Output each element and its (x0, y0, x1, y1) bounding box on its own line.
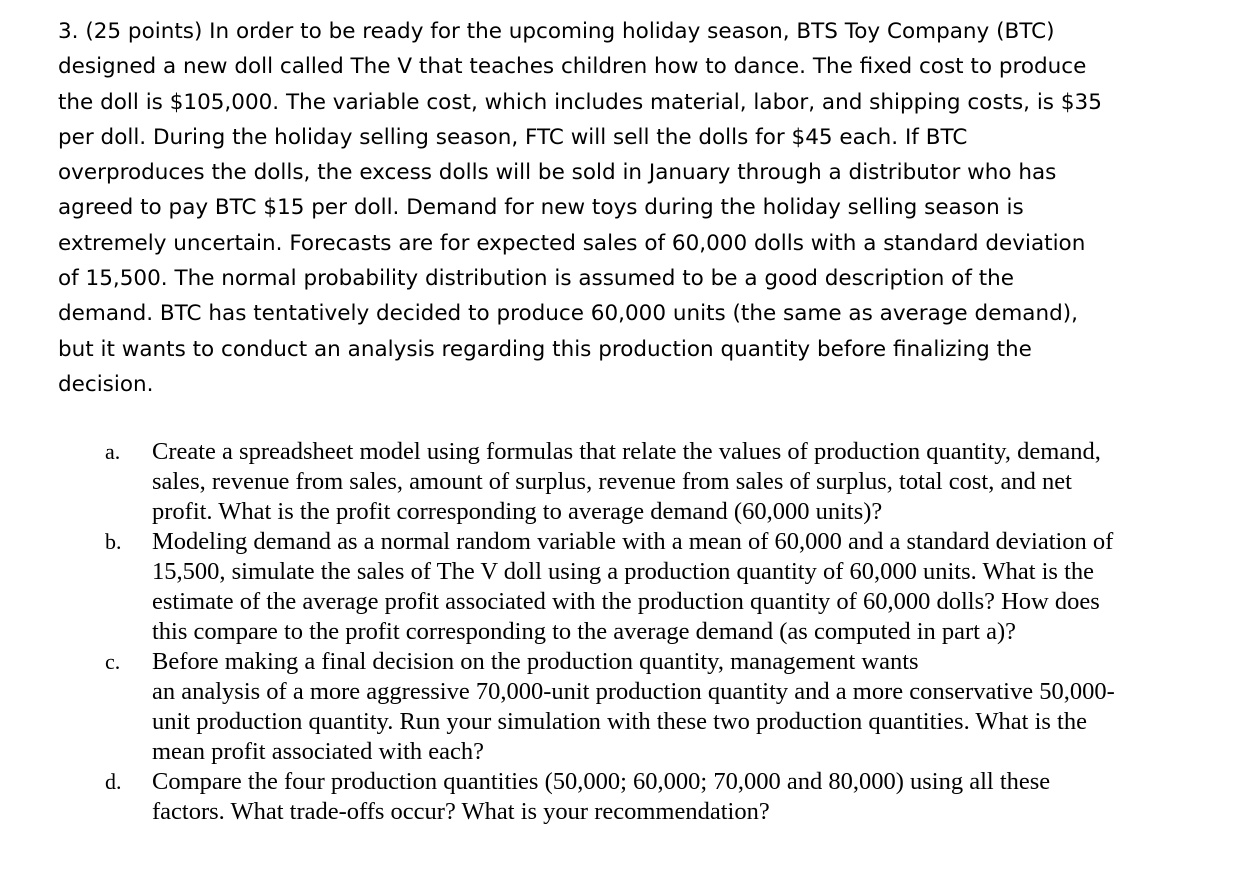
question-part-c (105, 647, 1225, 767)
part-line: an analysis of a more aggressive 70,000-unit production quantity and a more conservative 50,000- (152, 678, 1115, 705)
intro-line: designed a new doll called The V that teaches children how to dance. The fixed cost to produce (58, 54, 1087, 80)
part-line: Compare the four production quantities (50,000; 60,000; 70,000 and 80,000) using all these (152, 768, 1051, 795)
part-line: 15,500, simulate the sales of The V doll using a production quantity of 60,000 units. What is the (152, 558, 1095, 585)
part-marker: d. (105, 769, 122, 794)
question-part-a (105, 437, 1225, 527)
part-line: this compare to the profit corresponding to the average demand (as computed in part a)? (152, 618, 1016, 645)
intro-line: but it wants to conduct an analysis regarding this production quantity before finalizing the (58, 336, 1032, 362)
question-parts-list (105, 437, 1225, 827)
intro-line: decision. (58, 371, 154, 397)
part-line: mean profit associated with each? (152, 738, 484, 765)
intro-line: agreed to pay BTC $15 per doll. Demand for new toys during the holiday selling season is (58, 195, 1024, 221)
part-line: estimate of the average profit associated with the production quantity of 60,000 dolls? How does (152, 588, 1100, 615)
intro-line: demand. BTC has tentatively decided to produce 60,000 units (the same as average demand), (58, 301, 1078, 327)
intro-line: 3. (25 points) In order to be ready for the upcoming holiday season, BTS Toy Company (BTC) (58, 19, 1055, 44)
part-line: Modeling demand as a normal random variable with a mean of 60,000 and a standard deviation of (152, 528, 1114, 555)
question-intro (58, 14, 1208, 402)
question-part-d (105, 767, 1225, 827)
part-line: Create a spreadsheet model using formulas that relate the values of production quantity, demand, (152, 438, 1101, 465)
part-line: unit production quantity. Run your simulation with these two production quantities. What is the (152, 708, 1087, 735)
part-marker: a. (105, 439, 121, 464)
part-line: factors. What trade-offs occur? What is your recommendation? (152, 798, 770, 825)
intro-line: overproduces the dolls, the excess dolls will be sold in January through a distributor who has (58, 160, 1057, 186)
question-part-b (105, 527, 1225, 647)
part-marker: c. (105, 649, 121, 674)
intro-line: the doll is $105,000. The variable cost, which includes material, labor, and shipping costs, is $35 (58, 89, 1102, 115)
intro-line: of 15,500. The normal probability distribution is assumed to be a good description of the (58, 266, 1015, 292)
intro-line: extremely uncertain. Forecasts are for expected sales of 60,000 dolls with a standard deviation (58, 230, 1086, 256)
part-marker: b. (105, 529, 122, 554)
part-line: sales, revenue from sales, amount of surplus, revenue from sales of surplus, total cost, and net (152, 468, 1072, 495)
intro-line: per doll. During the holiday selling season, FTC will sell the dolls for $45 each. If BTC (58, 124, 968, 150)
part-line: Before making a final decision on the production quantity, management wants (152, 648, 919, 675)
part-line: profit. What is the profit corresponding to average demand (60,000 units)? (152, 498, 883, 525)
